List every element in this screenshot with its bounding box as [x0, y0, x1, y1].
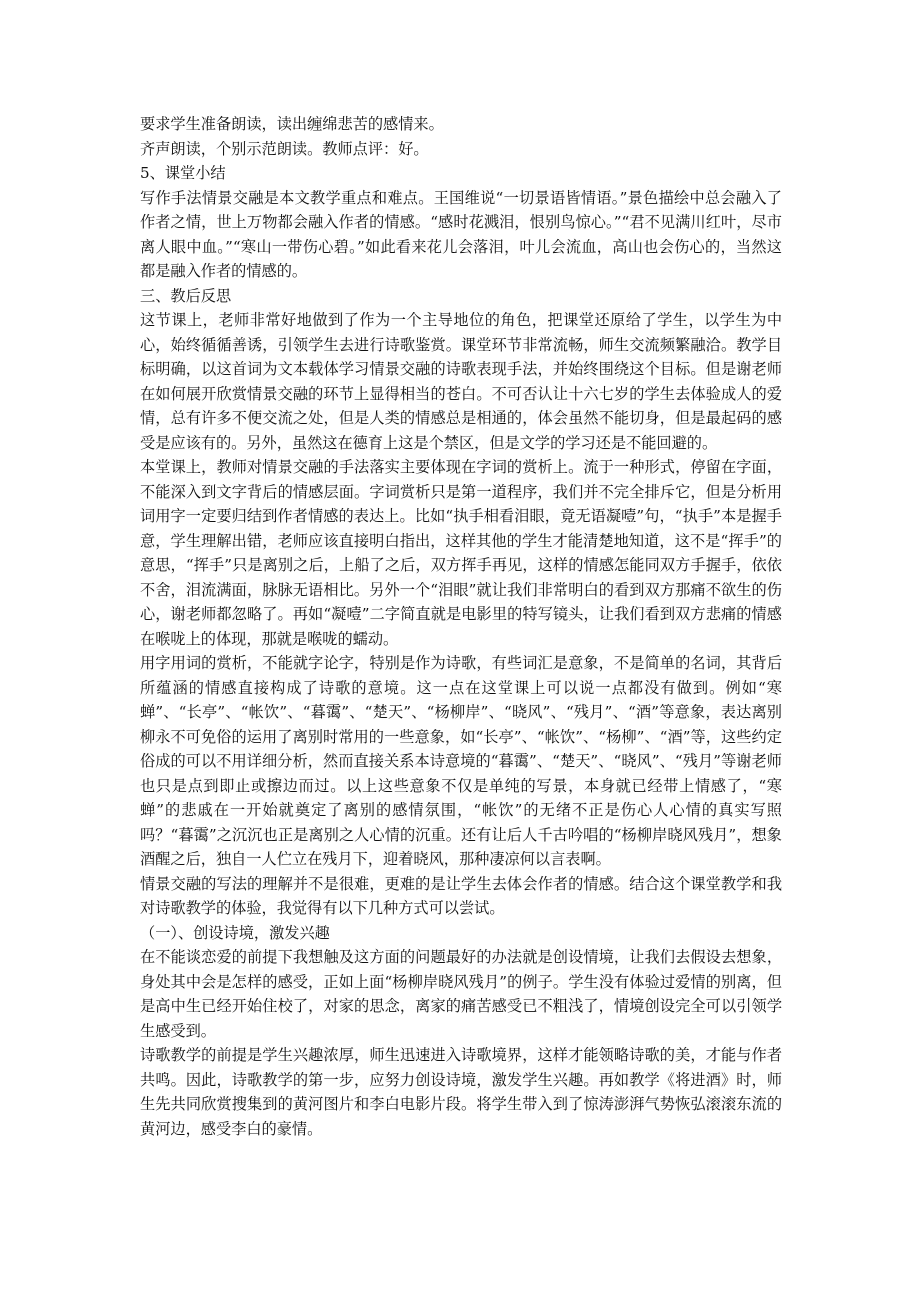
paragraph-word-analysis: 本堂课上，教师对情景交融的手法落实主要体现在字词的赏析上。流于一种形式，停留在字面，不能深入到文字背后的情感层面。字词赏析只是第一道程序，我们并不完全排斥它，但是分析用词用字一定要归结到作者情感的表达上。比如“执手相看泪眼，竟无语凝噎”句，“执手”本是握手意，学生理解出错，老师应该直接明白指出，这样其他的学生才能清楚地知道，这不是“挥手”的意思，“挥手”只是离别之后，上船了之后，双方挥手再见，这样的情感怎能同双方手握手，依依不舍，泪流满面，脉脉无语相比。另外一个“泪眼”就让我们非常明白的看到双方那痛不欲生的伤心，谢老师都忽略了。再如“凝噎”二字简直就是电影里的特写镜头，让我们看到双方悲痛的情感在喉咙上的体现，那就是喉咙的蠕动。 — [140, 458, 782, 648]
text-line-recite-aloud: 齐声朗读，个别示范朗读。教师点评：好。 — [140, 139, 429, 158]
subheading-create-poetic-scene: （一）、创设诗境，激发兴趣 — [140, 923, 330, 942]
section-heading-summary: 5、课堂小结 — [140, 164, 226, 182]
paragraph-create-situation: 在不能谈恋爱的前提下我想触及这方面的问题最好的办法就是创设情境，让我们去假设去想象，身处其中会是怎样的感受，正如上面“杨柳岸晓风残月”的例子。学生没有体验过爱情的别离，但是高中生已经开始住校了，对家的思念，离家的痛苦感受已不粗浅了，情境创设完全可以引领学生感受到。 — [140, 948, 782, 1040]
paragraph-imagery-analysis: 用字用词的赏析，不能就字论字，特别是作为诗歌，有些词汇是意象，不是简单的名词，其背后所蕴涵的情感直接构成了诗歌的意境。这一点在这堂课上可以说一点都没有做到。例如“寒蝉”、“长亭”、“帐饮”、“暮霭”、“楚天”、“杨柳岸”、“晓风”、“残月”、“酒”等意象，表达离别柳永不可免俗的运用了离别时常用的一些意象，如“长亭”、“帐饮”、“杨柳”、“酒”等，这些约定俗成的可以不用详细分析，然而直接关系本诗意境的“暮霭”、“楚天”、“晓风”、“残月”等谢老师也只是点到即止或擦边而过。以上这些意象不仅是单纯的写景，本身就已经带上情感了，“寒蝉”的悲戚在一开始就奠定了离别的感情氛围，“帐饮”的无绪不正是伤心人心情的真实写照吗？“暮霭”之沉沉也正是离别之人心情的沉重。还有让后人千古吟唱的“杨柳岸晓风残月”，想象酒醒之后，独自一人伫立在残月下，迎着晓风，那种凄凉何以言表啊。 — [140, 654, 782, 868]
paragraph-teaching-methods: 情景交融的写法的理解并不是很难，更难的是让学生去体会作者的情感。结合这个课堂教学和我对诗歌教学的体验，我觉得有以下几种方式可以尝试。 — [140, 874, 782, 917]
paragraph-writing-technique: 写作手法情景交融是本文教学重点和难点。王国维说“一切景语皆情语。”景色描绘中总会融入了作者之情，世上万物都会融入作者的情感。“感时花溅泪，恨别鸟惊心。”“君不见满川红叶，尽市离人眼中血。”“寒山一带伤心碧。”如此看来花儿会落泪，叶儿会流血，高山也会伤心的，当然这都是融入作者的情感的。 — [140, 188, 782, 280]
paragraph-poetry-interest: 诗歌教学的前提是学生兴趣浓厚，师生迅速进入诗歌境界，这样才能领略诗歌的美，才能与作者共鸣。因此，诗歌教学的第一步，应努力创设诗境，激发学生兴趣。再如教学《将进酒》时，师生先共同欣赏搜集到的黄河图片和李白电影片段。将学生带入到了惊涛澎湃气势恢弘滚滚东流的黄河边，感受李白的豪情。 — [140, 1046, 782, 1138]
paragraph-class-review: 这节课上，老师非常好地做到了作为一个主导地位的角色，把课堂还原给了学生，以学生为中心，始终循循善诱，引领学生去进行诗歌鉴赏。课堂环节非常流畅，师生交流频繁融洽。教学目标明确，以这首词为文本载体学习情景交融的诗歌表现手法，并始终围绕这个目标。但是谢老师在如何展开欣赏情景交融的环节上显得相当的苍白。不可否认让十六七岁的学生去体验成人的爱情，总有许多不便交流之处，但是人类的情感总是相通的，体会虽然不能切身，但是最起码的感受是应该有的。另外，虽然这在德育上这是个禁区，但是文学的学习还是不能回避的。 — [140, 311, 782, 452]
section-heading-reflection: 三、教后反思 — [140, 286, 232, 305]
document-page — [140, 112, 782, 1141]
text-line-recite-prep: 要求学生准备朗读，读出缠绵悲苦的感情来。 — [140, 115, 444, 133]
